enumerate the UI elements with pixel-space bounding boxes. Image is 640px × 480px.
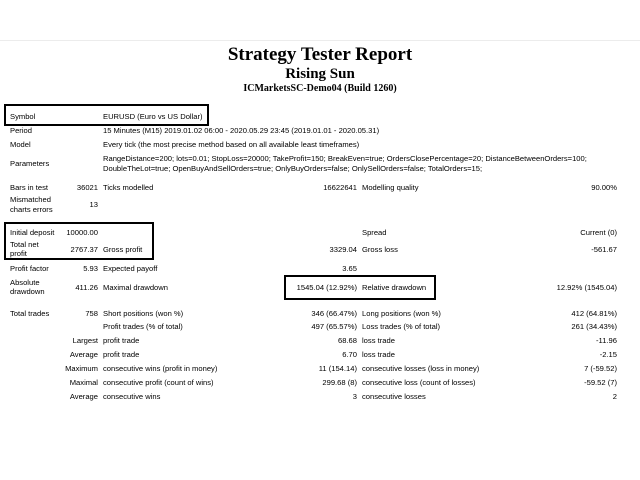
largest-profit-value: 68.68 [337, 336, 357, 345]
initial-deposit-value: 10000.00 [66, 228, 98, 237]
maximum-label: Maximum [65, 364, 98, 373]
quality-value: 90.00% [591, 183, 617, 192]
bars-label: Bars in test [10, 183, 48, 192]
max-drawdown-value: 1545.04 (12.92%) [296, 283, 357, 292]
loss-trades-value: 261 (34.43%) [571, 322, 617, 331]
ticks-value: 16622641 [323, 183, 357, 192]
avg-cons-wins-label: consecutive wins [103, 392, 161, 401]
maximal-cons-loss-label: consecutive loss (count of losses) [362, 378, 476, 387]
parameters-label: Parameters [10, 159, 50, 168]
quality-label: Modelling quality [362, 183, 419, 192]
long-positions-value: 412 (64.81%) [571, 309, 617, 318]
largest-label: Largest [72, 336, 98, 345]
avg-cons-losses-label: consecutive losses [362, 392, 426, 401]
short-positions-value: 346 (66.47%) [311, 309, 357, 318]
total-net-label-1: Total net [10, 240, 39, 249]
maximal-cons-loss-value: -59.52 (7) [584, 378, 617, 387]
avg-cons-wins-value: 3 [352, 392, 357, 401]
mismatch-value: 13 [89, 200, 98, 209]
short-positions-label: Short positions (won %) [103, 309, 184, 318]
average-profit-value: 6.70 [342, 350, 357, 359]
profit-factor-value: 5.93 [83, 264, 98, 273]
expected-payoff-label: Expected payoff [103, 264, 158, 273]
total-trades-value: 758 [85, 309, 98, 318]
bars-value: 36021 [76, 183, 98, 192]
top-divider [0, 40, 640, 41]
average-label: Average [69, 350, 98, 359]
period-value: 15 Minutes (M15) 2019.01.02 06:00 - 2020.05.29 23:45 (2019.01.01 - 2020.05.31) [103, 126, 380, 135]
deposit-profit-highlight-box [4, 222, 154, 260]
average-loss-value: -2.15 [599, 350, 617, 359]
drawdown-highlight-box [284, 275, 436, 300]
spread-label: Spread [362, 228, 387, 237]
expected-payoff-value: 3.65 [342, 264, 357, 273]
max-cons-wins-label: consecutive wins (profit in money) [103, 364, 218, 373]
max-cons-losses-label: consecutive losses (loss in money) [362, 364, 480, 373]
total-net-value: 2767.37 [70, 245, 98, 254]
period-label: Period [10, 126, 32, 135]
abs-drawdown-value: 411.26 [75, 283, 98, 292]
gross-profit-label: Gross profit [103, 245, 143, 254]
rel-drawdown-value: 12.92% (1545.04) [556, 283, 617, 292]
long-positions-label: Long positions (won %) [362, 309, 441, 318]
initial-deposit-label: Initial deposit [10, 228, 55, 237]
profit-trades-value: 497 (65.57%) [311, 322, 357, 331]
parameters-line-2: DoubleTheLot=true; OpenBuyAndSellOrders=true; OnlyBuyOrders=false; OnlySellOrders=false; TotalOrders=15; [103, 164, 483, 173]
profit-factor-label: Profit factor [10, 264, 49, 273]
loss-trades-label: Loss trades (% of total) [362, 322, 441, 331]
profit-trades-label: Profit trades (% of total) [103, 322, 183, 331]
symbol-value: EURUSD (Euro vs US Dollar) [103, 112, 203, 121]
report-header [0, 44, 640, 95]
max-drawdown-label: Maximal drawdown [103, 283, 168, 292]
largest-loss-value: -11.96 [596, 336, 617, 345]
ticks-label: Ticks modelled [103, 183, 154, 192]
gross-loss-label: Gross loss [362, 245, 398, 254]
max-cons-wins-value: 11 (154.14) [318, 364, 357, 373]
avg-cons-losses-value: 2 [612, 392, 617, 401]
model-value: Every tick (the most precise method based on all available least timeframes) [103, 140, 360, 149]
average-profit-label: profit trade [103, 350, 140, 359]
average-loss-label: loss trade [362, 350, 395, 359]
spread-value: Current (0) [580, 228, 617, 237]
maximal-cons-profit-label: consecutive profit (count of wins) [103, 378, 214, 387]
parameters-line-1: RangeDistance=200; lots=0.01; StopLoss=20000; TakeProfit=150; BreakEven=true; OrdersClosePercentage=20; DistanceBetweenOrders=100; [103, 154, 587, 163]
report-server: ICMarketsSC-Demo04 (Build 1260) [243, 83, 397, 94]
report-subtitle: Rising Sun [285, 66, 355, 82]
model-label: Model [10, 140, 31, 149]
total-net-label-2: profit [10, 249, 27, 258]
gross-loss-value: -561.67 [591, 245, 617, 254]
abs-drawdown-label-2: drawdown [10, 287, 45, 296]
mismatch-label-2: charts errors [10, 205, 53, 214]
maximal-label: Maximal [69, 378, 98, 387]
maximal-cons-profit-value: 299.68 (8) [322, 378, 357, 387]
largest-loss-label: loss trade [362, 336, 395, 345]
max-cons-losses-value: 7 (-59.52) [584, 364, 617, 373]
gross-profit-value: 3329.04 [329, 245, 357, 254]
symbol-label: Symbol [10, 112, 36, 121]
average-2-label: Average [69, 392, 98, 401]
mismatch-label-1: Mismatched [10, 195, 51, 204]
abs-drawdown-label-1: Absolute [10, 278, 40, 287]
total-trades-label: Total trades [10, 309, 50, 318]
largest-profit-label: profit trade [103, 336, 140, 345]
report-title: Strategy Tester Report [227, 44, 413, 65]
rel-drawdown-label: Relative drawdown [362, 283, 427, 292]
symbol-highlight-box [4, 104, 209, 126]
